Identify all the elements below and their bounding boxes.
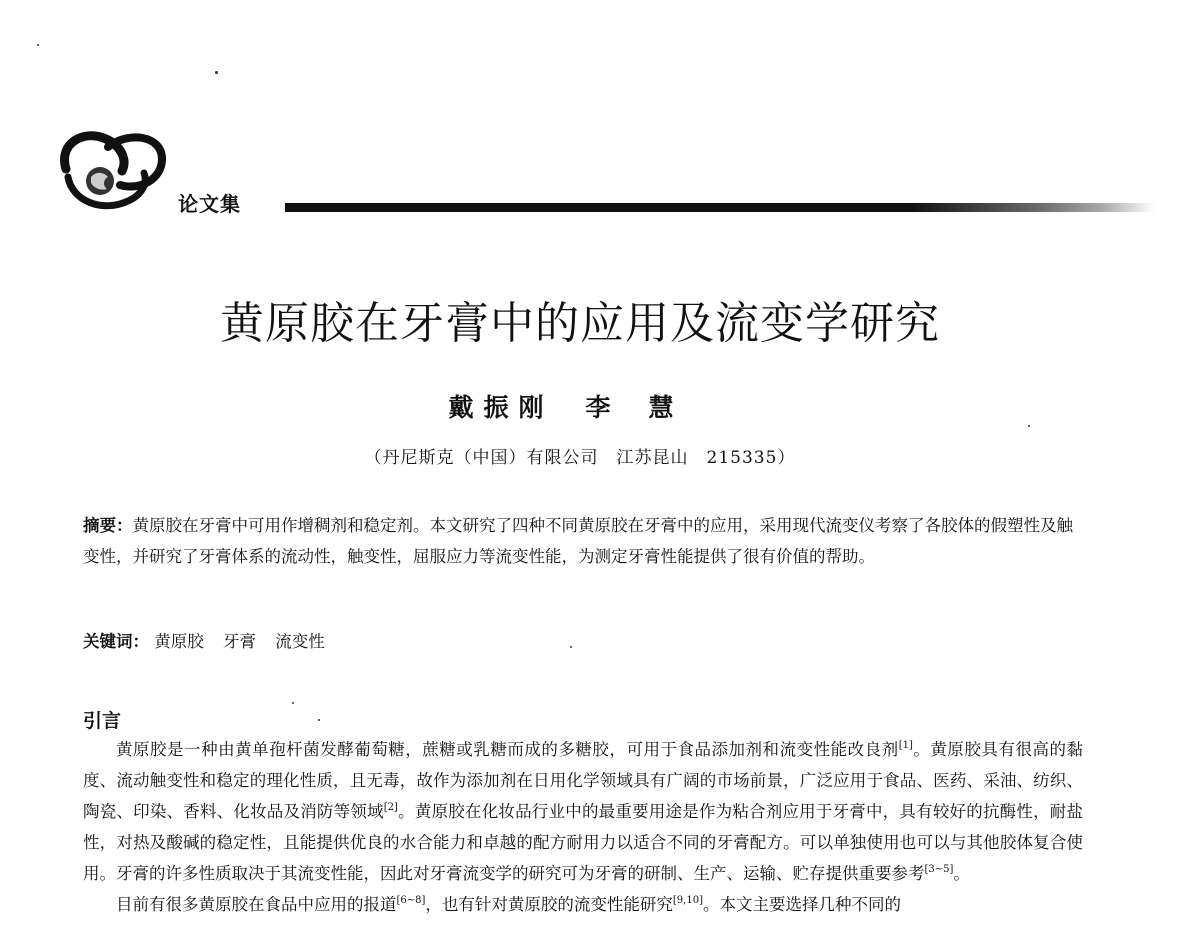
- keywords-label: 关键词：: [83, 632, 149, 651]
- citation-ref: [2]: [383, 802, 398, 813]
- citation-ref: [6~8]: [396, 895, 426, 906]
- paragraph-text: 目前有很多黄原胶在食品中应用的报道: [116, 895, 397, 914]
- keyword: 黄原胶: [154, 632, 204, 651]
- abstract-text: 黄原胶在牙膏中可用作增稠剂和稳定剂。本文研究了四种不同黄原胶在牙膏中的应用，采用现代流变仪考察了各胶体的假塑性及触变性，并研究了牙膏体系的流动性，触变性，屈服应力等流变性能，为测定牙膏性能提供了很有价值的帮助。: [83, 516, 1073, 566]
- paragraph-text: 。黄原胶在化妆品行业中的最重要用途是作为粘合剂应用于牙膏中，具有较好的抗酶性，耐盐性，对热及酸碱的稳定性，且能提供优良的水合能力和卓越的配方耐用力以适合不同的牙膏配方。可以单独使用也可以与其他胶体复合使用。牙膏的许多性质取决于其流变性能，因此对牙膏流变学的研究可为牙膏的研制、生产、运输、贮存提供重要参考: [83, 802, 1084, 883]
- scan-speck: [215, 71, 218, 74]
- scan-speck: [1028, 425, 1030, 427]
- paragraph-text: 。黄原胶具有很高的黏度、流动触变性和稳定的理化性质，且无毒，故作为添加剂在日用化学领域具有广阔的市场前景，广泛应用于食品、医药、采油、纺织、陶瓷、印染、香料、化妆品及消防等领域: [83, 740, 1084, 821]
- author-affiliation: （丹尼斯克（中国）有限公司 江苏昆山 215335）: [364, 448, 796, 468]
- citation-ref: [3~5]: [924, 864, 954, 875]
- introduction-paragraph: [83, 889, 1083, 920]
- paper-title: 黄原胶在牙膏中的应用及流变学研究: [220, 298, 940, 350]
- keyword: 牙膏: [223, 632, 256, 651]
- logo-swirl-right: [108, 137, 162, 186]
- header-rule: [285, 203, 1155, 212]
- abstract-label: 摘要：: [83, 516, 133, 535]
- paragraph-text: ，也有针对黄原胶的流变性能研究: [425, 895, 673, 914]
- scan-speck: [37, 44, 39, 46]
- keywords: [83, 626, 1083, 657]
- journal-logo: [58, 125, 170, 215]
- introduction-body: [83, 734, 1083, 920]
- citation-ref: [1]: [898, 740, 913, 751]
- author-name: 李慧: [585, 393, 712, 422]
- keyword: 流变性: [275, 632, 325, 651]
- author-line: [0, 388, 1160, 424]
- citation-ref: [9,10]: [672, 895, 703, 906]
- paragraph-text: 黄原胶是一种由黄单孢杆菌发酵葡萄糖，蔗糖或乳糖而成的多糖胶，可用于食品添加剂和流变性能改良剂: [116, 740, 899, 759]
- scan-speck: [318, 719, 320, 721]
- series-label: 论文集: [178, 192, 241, 216]
- author-name: 戴振刚: [448, 393, 554, 422]
- introduction-paragraph: [83, 734, 1083, 889]
- paragraph-text: 。本文主要选择几种不同的: [702, 895, 901, 914]
- section-heading-introduction: 引言: [83, 709, 122, 732]
- scan-speck: [292, 702, 294, 704]
- paragraph-text: 。: [953, 864, 970, 883]
- abstract: [83, 510, 1083, 572]
